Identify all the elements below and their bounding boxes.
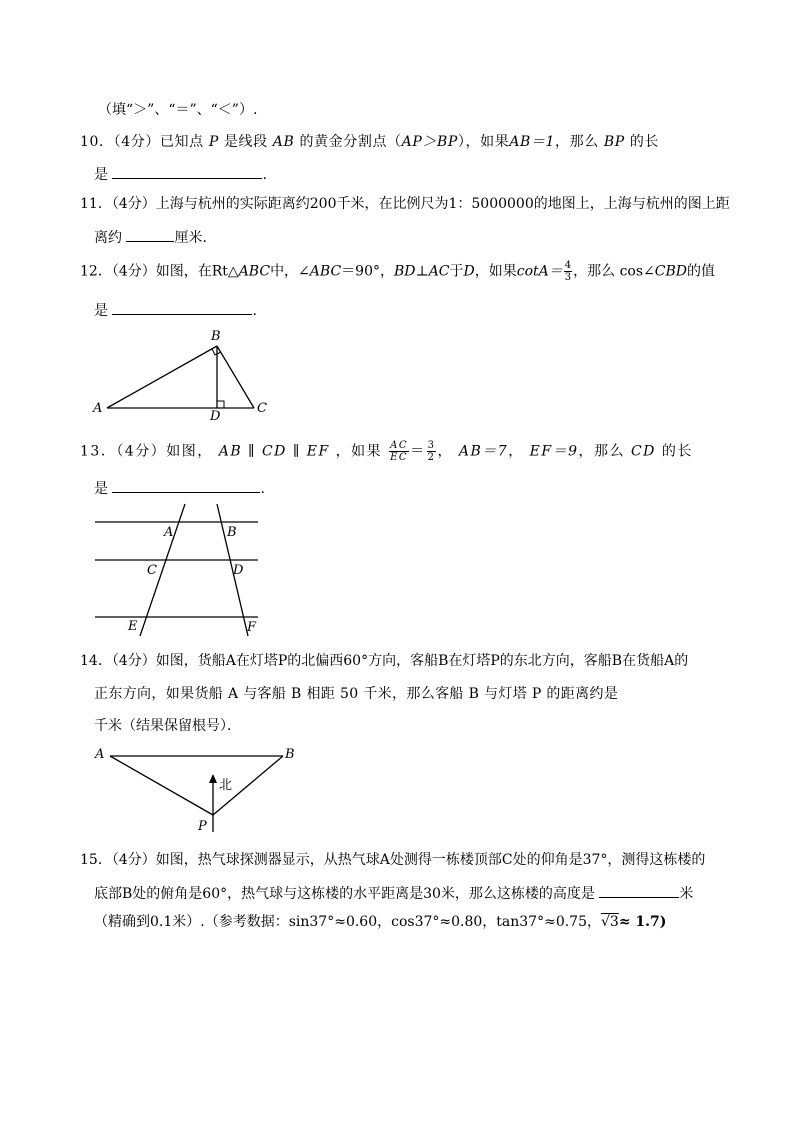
q10-number: 10． — [80, 134, 114, 150]
q12-label-b: B — [211, 329, 221, 344]
q12-text: 中，∠ — [270, 263, 310, 280]
q14-label-north: 北 — [219, 778, 233, 793]
q12-answer-blank[interactable] — [112, 300, 252, 315]
q12-var: AC — [428, 263, 450, 280]
q14-ships-figure — [90, 742, 310, 832]
q12-side-bc — [217, 346, 254, 408]
q12-line2-text: 是 — [94, 303, 108, 319]
q12-text: 的值 — [687, 263, 716, 280]
q13-text: ， — [508, 443, 524, 460]
q13-answer-blank[interactable] — [112, 478, 260, 493]
q10-line2: 是 . — [94, 164, 267, 184]
q14-points: （4分） — [111, 653, 156, 669]
q14-number: 14． — [80, 653, 112, 669]
q12-var: BD — [394, 263, 416, 280]
q15-text: 如图，热气球探测器显示，从热气球A处测得一栋楼顶部C处的仰角是37°，测得这栋楼的 — [155, 852, 706, 868]
q10-var: AB＝1 — [509, 134, 556, 150]
q15-line2-text: 底部B处的俯角是60°，热气球与这栋楼的水平距离是30米，那么这栋楼的高度是 — [94, 886, 595, 902]
q12-label-d: D — [210, 409, 221, 424]
q10-var: AP＞BP — [401, 134, 458, 150]
q11-line2-text: 离约 — [94, 230, 122, 246]
q13-points: （4分） — [116, 443, 167, 460]
q14-label-p: P — [198, 819, 207, 834]
q13-line2: 是 . — [94, 478, 265, 498]
q13-label-c: C — [147, 563, 157, 578]
q12-triangle-figure — [90, 326, 280, 424]
q13-label-b: B — [227, 525, 237, 540]
q13-frac2-num: 3 — [427, 440, 436, 451]
q11-line1 — [80, 195, 730, 213]
q13-fraction-ac-ec — [389, 440, 409, 463]
q12-points: （4分） — [111, 263, 156, 280]
q10-text: ），如果 — [457, 134, 510, 150]
q10-line1 — [80, 133, 659, 151]
q13-parallel-lines-figure — [90, 502, 270, 642]
q15-points: （4分） — [111, 852, 156, 868]
q13-var: EF＝9 — [529, 443, 579, 460]
q12-cot: cotA＝ — [516, 263, 563, 280]
q13-label-a: A — [164, 525, 174, 540]
q12-label-a: A — [93, 401, 103, 416]
q12-text: ，那么 cos∠ — [573, 263, 655, 280]
q12-line1 — [80, 260, 715, 283]
q15-sqrt3: √3 — [601, 914, 619, 930]
q13-text: ， — [437, 443, 453, 460]
q12-var: D — [463, 263, 475, 280]
q12-label-c: C — [257, 401, 267, 416]
q15-line3-text: （精确到0.1米）.（参考数据：sin37°≈0.60，cos37°≈0.80，tan37°≈0.75， — [94, 914, 601, 930]
q10-line2-text: 是 — [94, 167, 108, 183]
q12-text: 于 — [449, 263, 464, 280]
q12-right-angle-d — [217, 401, 224, 408]
q13-line1 — [80, 440, 693, 463]
q11-line2 — [94, 227, 216, 247]
q11-points: （4分） — [111, 196, 156, 212]
q13-label-e: E — [128, 619, 138, 634]
q15-answer-blank[interactable] — [599, 883, 679, 898]
q13-text: ，如果 — [335, 443, 383, 460]
q15-line1 — [80, 851, 705, 869]
q14-label-b: B — [285, 747, 295, 762]
q13-frac-num: AC — [390, 440, 409, 451]
q13-parallel: AB ∥ CD ∥ EF — [218, 443, 330, 460]
q13-text: 如图， — [166, 443, 213, 460]
q12-text: ⊥ — [415, 263, 429, 280]
q9-tail: （填“＞”、“＝”、“＜”）. — [98, 102, 258, 118]
q10-var: AB — [272, 134, 295, 150]
q12-fraction — [564, 260, 572, 283]
q14-text: 如图，货船A在灯塔P的北偏西60°方向，客船B在灯塔P的东北方向，客船B在货船A的 — [155, 653, 689, 669]
q12-frac-den: 3 — [564, 272, 572, 283]
q14-line2: 正东方向，如果货船 A 与客船 B 相距 50 千米，那么客船 B 与灯塔 P 的距离约是 — [94, 686, 619, 702]
q14-line1 — [80, 652, 688, 670]
q14-north-arrowhead — [209, 774, 217, 783]
q13-label-d: D — [233, 563, 244, 578]
q13-fraction-3-2 — [427, 440, 437, 463]
q11-text: 上海与杭州的实际距离约200千米，在比例尺为1：5000000的地图上，上海与杭州的图上距 — [155, 196, 730, 212]
q10-text: 的黄金分割点（ — [299, 134, 402, 150]
q13-line2-text: 是 — [94, 481, 108, 497]
q13-eq: ＝ — [410, 443, 426, 460]
q11-number: 11． — [80, 196, 112, 212]
q15-unit: 米 — [679, 886, 694, 902]
q12-text: ，如果 — [474, 263, 517, 280]
q13-number: 13． — [80, 443, 117, 460]
q15-line2 — [94, 883, 693, 903]
q10-text: ，那么 — [555, 134, 599, 150]
q10-var: BP — [603, 134, 625, 150]
q12-frac-num: 4 — [564, 260, 572, 271]
q13-text: 的长 — [661, 443, 693, 460]
q10-text: 的长 — [629, 134, 660, 150]
q13-label-f: F — [247, 620, 257, 635]
q12-side-ab — [107, 346, 217, 408]
q13-frac2-den: 2 — [427, 452, 436, 463]
q10-points: （4分） — [113, 134, 160, 150]
q15-line3 — [94, 913, 666, 931]
q13-var: AB＝7 — [458, 443, 509, 460]
q12-text: ＝90°， — [341, 263, 394, 280]
q10-text: 已知点 — [159, 134, 204, 150]
q12-var: ABC — [238, 263, 271, 280]
q15-line3-approx: ≈ 1.7) — [618, 914, 667, 930]
q14-line3: 千米（结果保留根号）． — [94, 718, 241, 734]
q13-frac-den: EC — [390, 452, 409, 463]
q10-text: 是线段 — [223, 134, 268, 150]
q15-number: 15． — [80, 852, 112, 868]
q10-answer-blank[interactable] — [112, 164, 262, 179]
q14-label-a: A — [95, 747, 105, 762]
q12-var: CBD — [654, 263, 688, 280]
q11-unit: 厘米． — [174, 230, 217, 246]
q13-var: CD — [630, 443, 656, 460]
q14-side-ap — [110, 756, 213, 815]
q12-var: ABC — [309, 263, 342, 280]
q13-text: ，那么 — [578, 443, 626, 460]
q12-number: 12． — [80, 263, 112, 280]
q12-text: 如图，在Rt△ — [155, 263, 239, 280]
q11-answer-blank[interactable] — [126, 227, 174, 242]
q12-line2: 是 . — [94, 300, 257, 320]
q10-var: P — [208, 134, 219, 150]
